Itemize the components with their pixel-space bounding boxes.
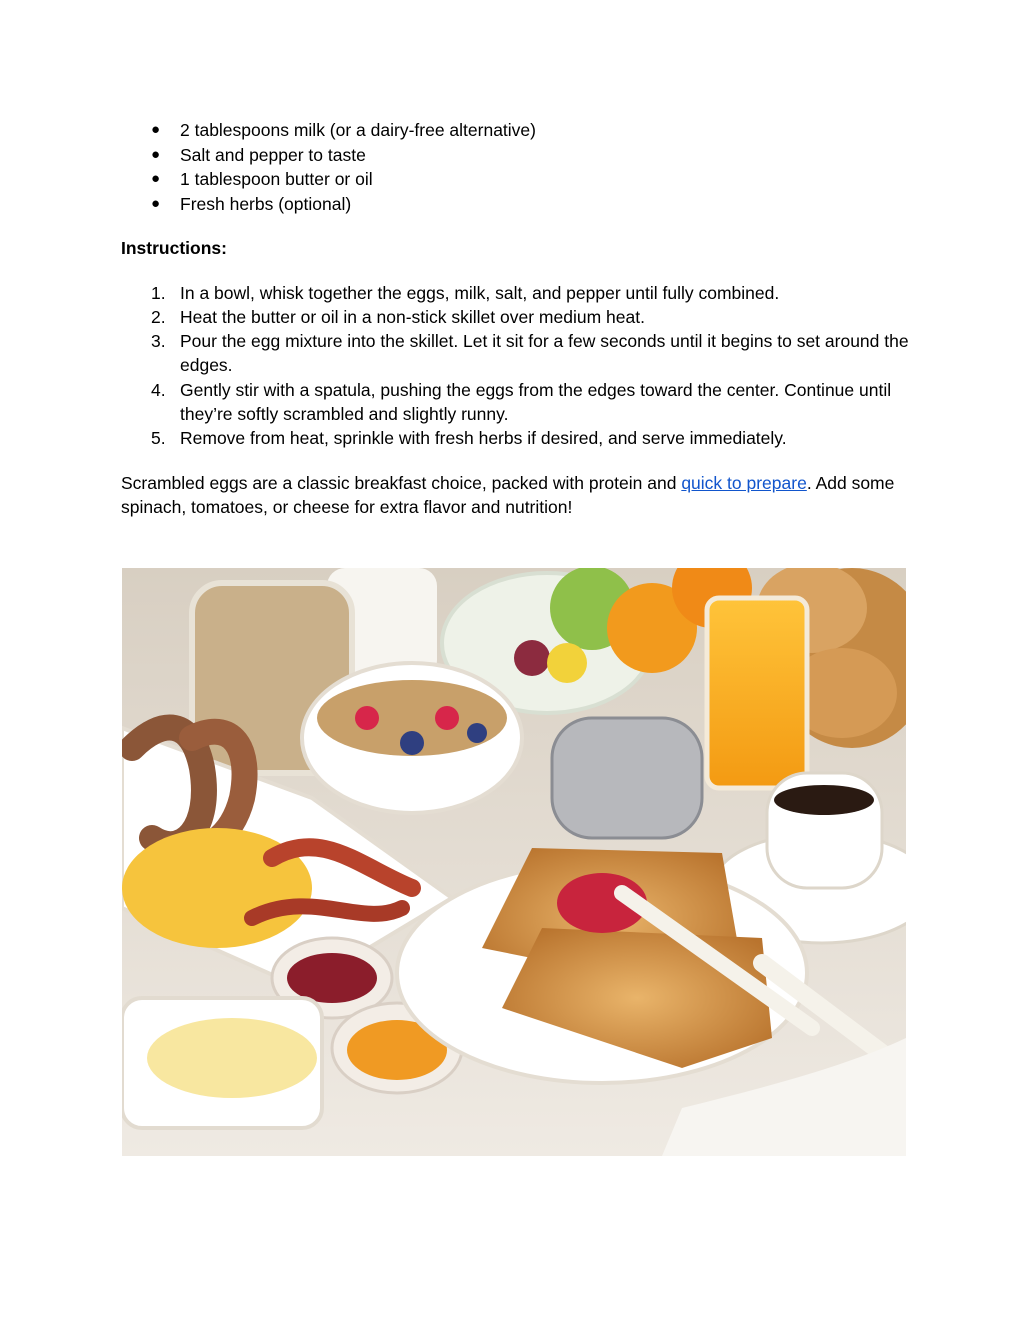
quick-to-prepare-link[interactable]: quick to prepare [681, 472, 807, 493]
step-text: Gently stir with a spatula, pushing the eggs from the edges toward the center. Continue until they’re softly scrambled and slightly runny. [180, 379, 892, 424]
breakfast-photo-illustration [122, 568, 906, 1156]
step-number: 1. [151, 282, 166, 303]
closing-text-end: . Add some spinach, tomatoes, or cheese for extra flavor and nutrition! [121, 472, 895, 518]
list-item [121, 118, 911, 143]
ingredient-text: 2 tablespoons milk (or a dairy-free alternative) [180, 120, 536, 140]
list-item [121, 167, 911, 192]
breakfast-photo [122, 568, 906, 1156]
step-number: 2. [151, 306, 166, 327]
orange-juice-glass [707, 598, 807, 788]
instructions-list [121, 281, 911, 451]
step-text: Heat the butter or oil in a non-stick skillet over medium heat. [180, 306, 645, 327]
ingredients-list [121, 118, 911, 216]
instructions-heading: Instructions: [121, 238, 227, 258]
step-text: In a bowl, whisk together the eggs, milk, salt, and pepper until fully combined. [180, 282, 780, 303]
bullet-icon: ● [151, 194, 161, 212]
list-item [121, 143, 911, 168]
bullet-icon: ● [151, 145, 161, 163]
step-number: 4. [151, 379, 166, 400]
bullet-icon: ● [151, 170, 161, 187]
list-item [121, 305, 911, 329]
list-item [121, 329, 911, 378]
ingredient-text: Salt and pepper to taste [180, 144, 366, 165]
list-item [121, 281, 911, 305]
bullet-icon: ● [151, 121, 161, 138]
sugar-pot [552, 718, 702, 838]
list-item [121, 426, 911, 450]
ingredient-text: 1 tablespoon butter or oil [180, 169, 373, 189]
step-number: 5. [151, 428, 166, 449]
list-item [121, 378, 911, 427]
list-item [121, 192, 911, 217]
step-text: Remove from heat, sprinkle with fresh herbs if desired, and serve immediately. [180, 428, 787, 449]
closing-text-start: Scrambled eggs are a classic breakfast choice, packed with protein and [121, 472, 682, 493]
step-text: Pour the egg mixture into the skillet. Let it sit for a few seconds until it begins to set around the edges. [180, 331, 909, 376]
step-number: 3. [151, 331, 166, 352]
document-body [121, 118, 911, 520]
ingredient-text: Fresh herbs (optional) [180, 193, 352, 214]
closing-paragraph [121, 471, 911, 520]
